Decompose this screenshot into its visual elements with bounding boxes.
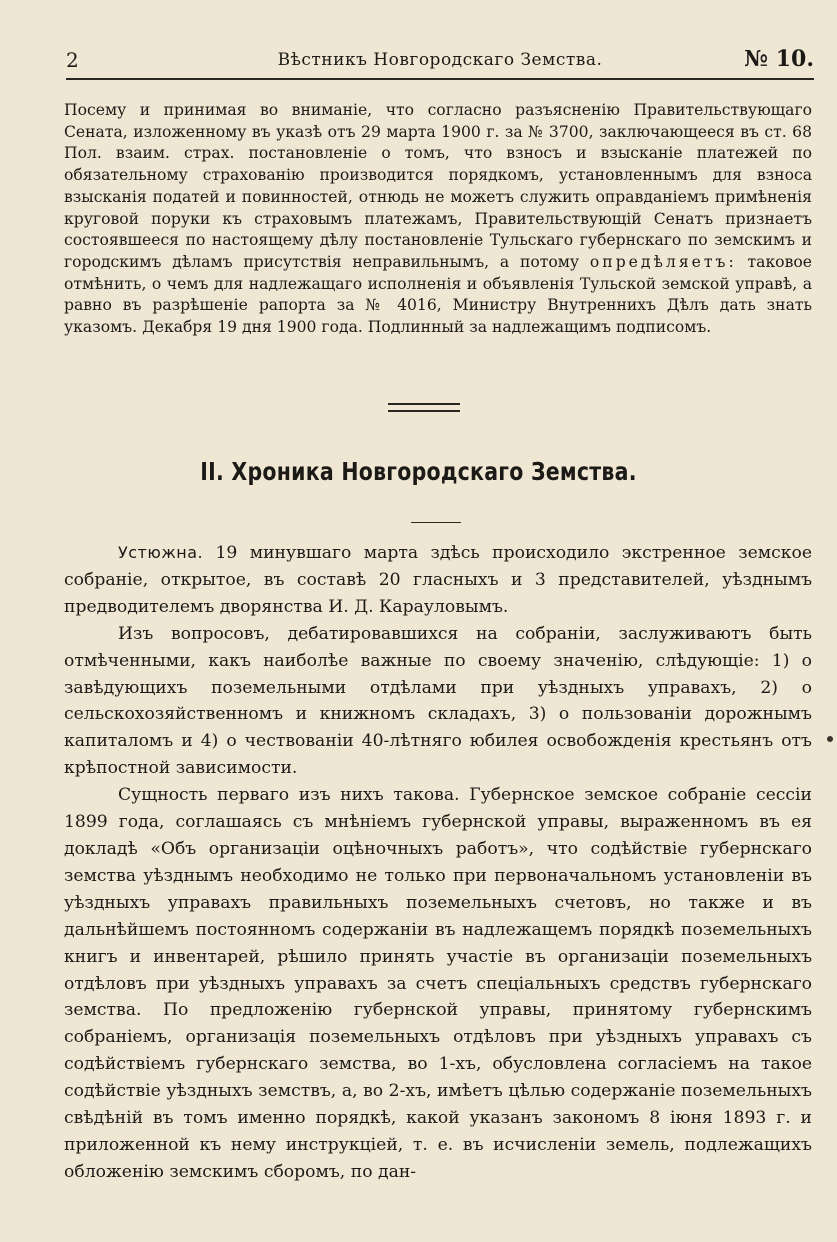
running-header (66, 46, 814, 80)
journal-title: Вѣстникъ Новгородскаго Земства. (277, 50, 603, 70)
section-divider-double (388, 403, 460, 412)
intro-paragraph (64, 100, 812, 339)
chronicle-paragraph-3: Сущность перваго изъ нихъ такова. Губернское земское собраніе сессіи 1899 года, соглашаясь съ мнѣніемъ губернской управы, выраженномъ въ ея докладѣ «Объ организаціи оцѣночныхъ работъ», что содѣйствіе губернскаго земства уѣзднымъ необходимо не только при первоначальномъ установленіи въ уѣздныхъ управахъ правильныхъ поземельныхъ счетовъ, но также и въ дальнѣйшемъ постоянномъ содержаніи въ надлежащемъ порядкѣ поземельныхъ книгъ и инвентарей, рѣшило принять участіе въ организаціи поземельныхъ отдѣловъ при уѣздныхъ управахъ за счетъ спеціальныхъ средствъ губернскаго земства. По предложенію губернской управы, принятому губернскимъ собраніемъ, организація поземельныхъ отдѣловъ при уѣздныхъ управахъ съ содѣйствіемъ губернскаго земства, во 1-хъ, обусловлена согласіемъ на такое содѣйствіе уѣздныхъ земствъ, а, во 2-хъ, имѣетъ цѣлью содержаніе поземельныхъ свѣдѣній въ томъ именно порядкѣ, какой указанъ закономъ 8 іюня 1893 г. и приложенной къ нему инструкціей, т. е. въ исчисленіи земель, подлежащихъ обложенію земскимъ сборомъ, по дан- (64, 785, 812, 1182)
section-title: II. Хроника Новгородскаго Земства. (200, 457, 637, 486)
intro-text-b: таковое отмѣнить, о чемъ для надлежащаго исполненія и объявленія Тульской земской управѣ, а равно въ разрѣшеніе рапорта за № 4016, Министру Внутреннихъ Дѣлъ дать знать указомъ. Декабря 19 дня 1900 года. Подлинный за надлежащимъ подписомъ. (64, 252, 812, 337)
chronicle-paragraph-1-text: 19 минувшаго марта здѣсь происходило экстренное земское собраніе, открытое, въ составѣ 20 гласныхъ и 3 представителей, уѣзднымъ предводителемъ дворянства И. Д. Карауловымъ. (64, 543, 813, 617)
section-divider-single (411, 522, 461, 523)
place-name: Устюжна. (118, 543, 204, 562)
chronicle-body (64, 540, 812, 1186)
page-number: 2 (66, 48, 79, 72)
chronicle-paragraph-2: Изъ вопросовъ, дебатировавшихся на собраніи, заслуживаютъ быть отмѣченными, какъ наиболѣе важные по своему значенію, слѣдующіе: 1) о завѣдующихъ поземельными отдѣлами при уѣздныхъ управахъ, 2) о сельскохозяйственномъ и книжномъ складахъ, 3) о пользованіи дорожнымъ капиталомъ и 4) о чествованіи 40-лѣтняго юбилея освобожденія крестьянъ отъ крѣпостной зависимости. (64, 623, 812, 779)
chronicle-paragraph-1 (64, 540, 812, 621)
intro-spaced-word: опредѣляетъ: (589, 252, 737, 271)
ink-spot (827, 736, 833, 742)
intro-text-a: Посему и принимая во вниманіе, что согласно разъясненію Правительствующаго Сената, изложенному въ указѣ отъ 29 марта 1900 г. за № 3700, заключающееся въ ст. 68 Пол. взаим. страх. постановленіе о томъ, что взносъ и взысканіе платежей по обязательному страхованію производится порядкомъ, установленнымъ для взноса взысканія податей и повинностей, отнюдь не можетъ служить оправданіемъ примѣненія круговой поруки къ страховымъ платежамъ, Правительствующій Сенатъ признаетъ состоявшееся по настоящему дѣлу постановленіе Тульскаго губернскаго по земскимъ и городскимъ дѣламъ присутствія неправильнымъ, а потому (64, 101, 812, 271)
issue-number: № 10. (744, 46, 814, 72)
